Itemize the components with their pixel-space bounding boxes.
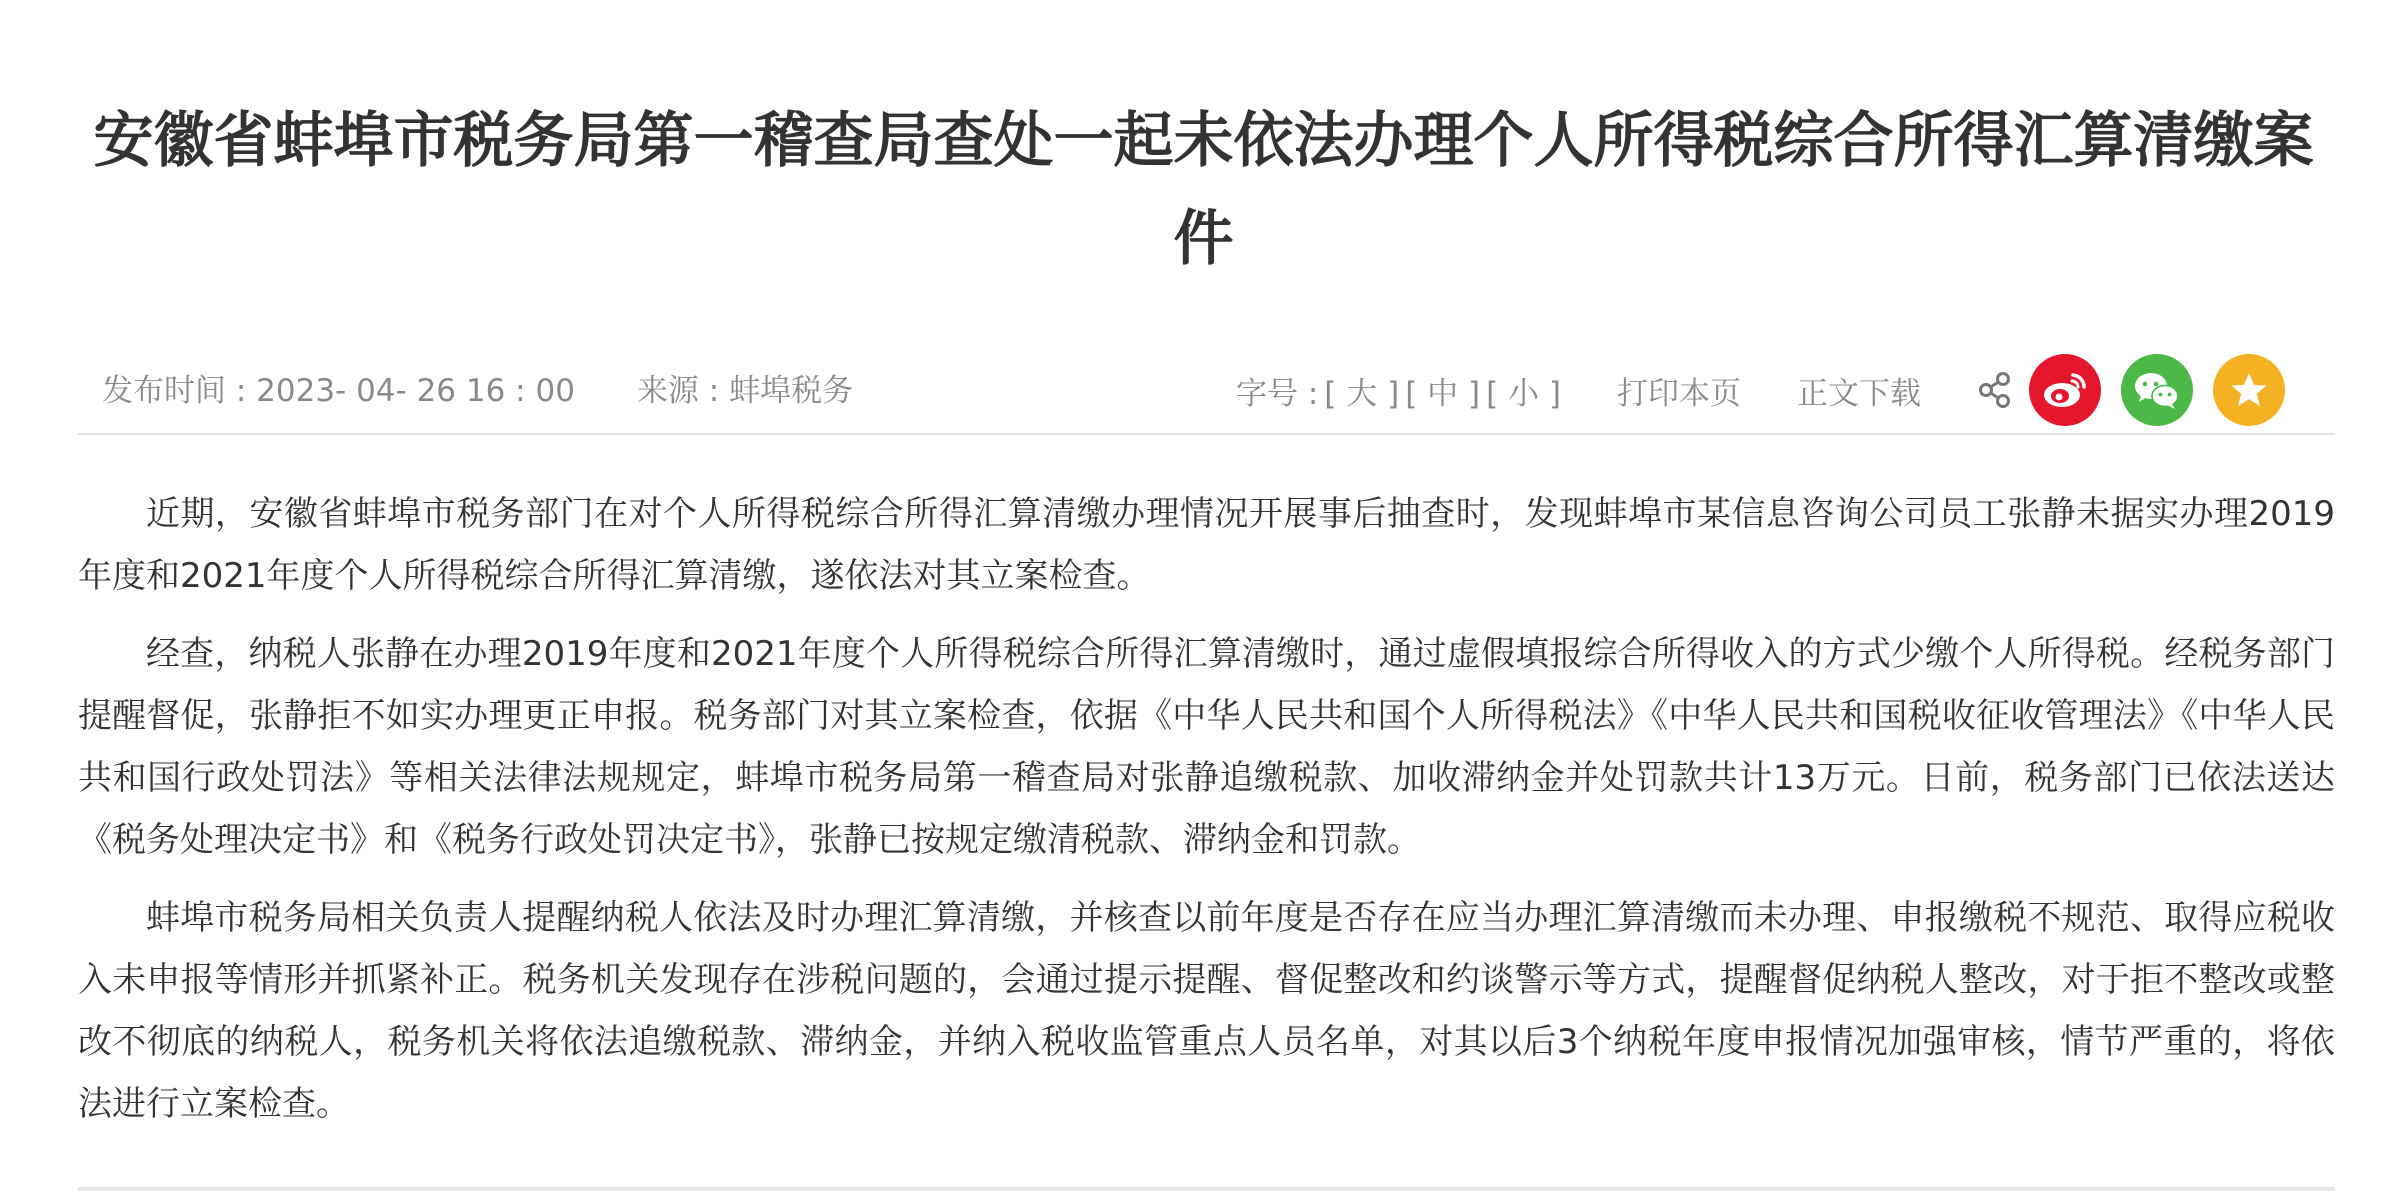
weibo-share-button[interactable] — [2029, 354, 2101, 426]
article-title: 安徽省蚌埠市税务局第一稽查局查处一起未依法办理个人所得税综合所得汇算清缴案件 — [93, 106, 2314, 274]
weibo-icon — [2040, 369, 2090, 411]
wechat-share-button[interactable] — [2121, 354, 2193, 426]
download-text-link[interactable]: 正文下载 — [1797, 375, 1921, 412]
favorite-button[interactable] — [2213, 354, 2285, 426]
font-small-button[interactable]: [ 小 ] — [1486, 375, 1561, 412]
article-toolbar — [1236, 355, 2285, 425]
article-meta-info — [102, 365, 853, 410]
share-icon[interactable] — [1975, 370, 2015, 410]
article-paragraph: 近期，安徽省蚌埠市税务部门在对个人所得税综合所得汇算清缴办理情况开展事后抽查时，发现蚌埠市某信息咨询公司员工张静未据实办理2019年度和2021年度个人所得税综合所得汇算清缴，遂依法对其立案检查。 — [78, 494, 2335, 596]
print-page-link[interactable]: 打印本页 — [1617, 375, 1741, 412]
font-size-label: 字号 : — [1235, 375, 1319, 412]
article-paragraph: 蚌埠市税务局相关负责人提醒纳税人依法及时办理汇算清缴，并核查以前年度是否存在应当办理汇算清缴而未办理、申报缴税不规范、取得应税收入未申报等情形并抓紧补正。税务机关发现存在涉税问题的，会通过提示提醒、督促整改和约谈警示等方式，提醒督促纳税人整改，对于拒不整改或整改不彻底的纳税人，税务机关将依法追缴税款、滞纳金，并纳入税收监管重点人员名单，对其以后3个纳税年度申报情况加强审核，情节严重的，将依法进行立案检查。 — [78, 898, 2335, 1124]
article-body — [78, 483, 2335, 1151]
star-icon — [2228, 369, 2270, 411]
font-size-selector — [1236, 368, 1561, 413]
wechat-icon — [2131, 368, 2183, 412]
publish-time: 发布时间 : 2023- 04- 26 16 : 00 — [102, 373, 575, 409]
article-meta-bar — [78, 345, 2335, 435]
article-paragraph: 经查，纳税人张静在办理2019年度和2021年度个人所得税综合所得汇算清缴时，通过虚假填报综合所得收入的方式少缴个人所得税。经税务部门提醒督促，张静拒不如实办理更正申报。税务部门对其立案检查，依据《中华人民共和国个人所得税法》《中华人民共和国税收征收管理法》《中华人民共和国行政处罚法》等相关法律法规规定，蚌埠市税务局第一稽查局对张静追缴税款、加收滞纳金并处罚款共计13万元。日前，税务部门已依法送达《税务处理决定书》和《税务行政处罚决定书》，张静已按规定缴清税款、滞纳金和罚款。 — [78, 634, 2335, 860]
font-medium-button[interactable]: [ 中 ] — [1405, 375, 1481, 412]
font-large-button[interactable]: [ 大 ] — [1324, 375, 1400, 412]
bottom-divider — [78, 1187, 2335, 1191]
article-source: 来源 : 蚌埠税务 — [636, 373, 854, 409]
